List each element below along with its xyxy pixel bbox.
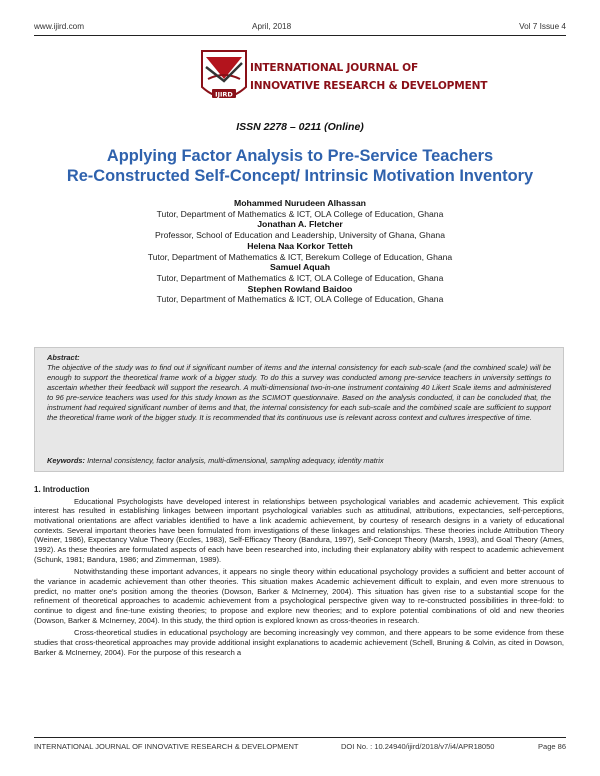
footer-rule xyxy=(34,737,566,738)
author-name: Helena Naa Korkor Tetteh xyxy=(247,240,353,251)
author-affiliation: Tutor, Department of Mathematics & ICT, Berekum College of Education, Ghana xyxy=(147,251,453,262)
journal-logo xyxy=(196,47,488,117)
running-header xyxy=(34,22,566,36)
abstract-text: The objective of the study was to find out if significant number of items and the internal consistency for each sub-scale (and the combined scale) will be enough to support the theoretical frame work of a bigger study. To do this a survey was conducted among pre-service teachers in university settings to ascertain whether their feedback will support the research. A multi-dimensional two-in-one instrument containing 40 Likert Scale items and administered to 96 pre-service teachers was used for this study known as the SCIMOT questionnaire. Based on the analysis conducted, it can be concluded that, the instrument had required significant number of items and that, the internal consistency for each sub-scale and the combined scale are sufficient to support the theoretical frame work of the bigger study. It is recommended that its continuous use is relevant across context and cultures irrespective of time. xyxy=(47,363,551,422)
keywords-text: Internal consistency, factor analysis, multi-dimensional, sampling adequacy, identity matrix xyxy=(87,456,384,465)
section-heading: 1. Introduction xyxy=(34,485,90,494)
author-name: Samuel Aquah xyxy=(269,262,331,273)
logo-title xyxy=(250,59,487,95)
abstract-box xyxy=(34,347,564,472)
footer-doi: DOI No. : 10.24940/ijird/2018/v7/i4/APR18050 xyxy=(341,742,495,751)
issn: ISSN 2278 – 0211 (Online) xyxy=(236,121,364,133)
footer-journal: INTERNATIONAL JOURNAL OF INNOVATIVE RESEARCH & DEVELOPMENT xyxy=(34,742,299,751)
title-line-1: Applying Factor Analysis to Pre-Service Teachers xyxy=(106,147,494,165)
logo-badge-text: IJIRD xyxy=(215,90,233,99)
author-name: Mohammed Nurudeen Alhassan xyxy=(234,198,366,208)
paper-title xyxy=(40,146,560,186)
author-name: Jonathan A. Fletcher xyxy=(257,219,343,230)
author-affiliation: Tutor, Department of Mathematics & ICT, OLA College of Education, Ghana xyxy=(156,208,444,219)
logo-line-2: INNOVATIVE RESEARCH & DEVELOPMENT xyxy=(250,80,488,92)
header-rule xyxy=(34,35,566,36)
abstract-label: Abstract: xyxy=(47,353,80,362)
title-line-2: Re-Constructed Self-Concept/ Intrinsic Motivation Inventory xyxy=(66,167,534,185)
author-affiliation: Tutor, Department of Mathematics & ICT, OLA College of Education, Ghana xyxy=(156,272,444,283)
paragraph: Cross-theoretical studies in educational psychology are becoming increasingly vey common, and there appears to be some evidence from these studies that cross-theoretical approaches may provide additional insight explanations to academic achievement (Schell, Bruning & Colvin, as cited in Dowson, Barker & McInerney, 2004). For the purpose of this research a xyxy=(34,628,564,657)
keywords-label: Keywords: xyxy=(47,456,86,465)
author-affiliation: Professor, School of Education and Leadership, University of Ghana, Ghana xyxy=(155,230,445,241)
author-list xyxy=(40,198,560,305)
footer-page: Page 86 xyxy=(538,742,566,751)
keywords xyxy=(47,456,551,466)
paragraph: Educational Psychologists have developed interest in relationships between psychological variables and academic achievement. This explicit interest has resulted in establishing linkages between important psychological variables such as attitudinal, attributions, expectancies, self-perceptions, motivational orientations are affect variables identified to have a link academic achievement, by courtesy of research designs in a variety of educational contexts. Several important theories have been formulated from investigations of these linkages and relationships. These theories include Attribution Theory (Weiner, 1986), Expectancy Value Theory (Eccles, 1983), Self-Efficacy Theory (Bandura, 1997), Self-Concept Theory (Marsh, 1993), and Goal Theory (Ames, 1992). As these theories are formulated aspects of each have been researched into, including their explanatory ability with respect to academic achievement (Schunk, 1981; Bandura, 1986; and Zimmerman, 1989). xyxy=(34,496,564,564)
header-website: www.ijird.com xyxy=(34,22,85,31)
paragraph: Notwithstanding these important advances, it appears no single theory within educational psychology provides a sufficient and better account of the variance in academic achievement than other theories. This situation makes Academic achievement difficult to explain, and even more strenuous to predict, no matter one's position among the theories (Dowson, Barker & McInerney, 2004). This situation has given rise to a substantial scope for the refinement of theoretical approaches to academic achievement from a psychological perspective given way to re-constructed possibilities in three-fold: to continue to digest and fine-tune existing theories; to propose and explore new theories; and to explore potential combinations of old and new theories (Dowson, Barker & McInerney, 2004). In this study, the third option is explored known as cross-theories in research. xyxy=(34,567,564,625)
body-text xyxy=(34,485,564,660)
logo-line-1: INTERNATIONAL JOURNAL OF xyxy=(250,62,418,74)
ijird-emblem-icon xyxy=(196,49,252,111)
author-name: Stephen Rowland Baidoo xyxy=(247,283,353,294)
author-affiliation: Tutor, Department of Mathematics & ICT, OLA College of Education, Ghana xyxy=(156,294,444,305)
header-date: April, 2018 xyxy=(252,22,292,31)
header-volume: Vol 7 Issue 4 xyxy=(519,22,566,31)
